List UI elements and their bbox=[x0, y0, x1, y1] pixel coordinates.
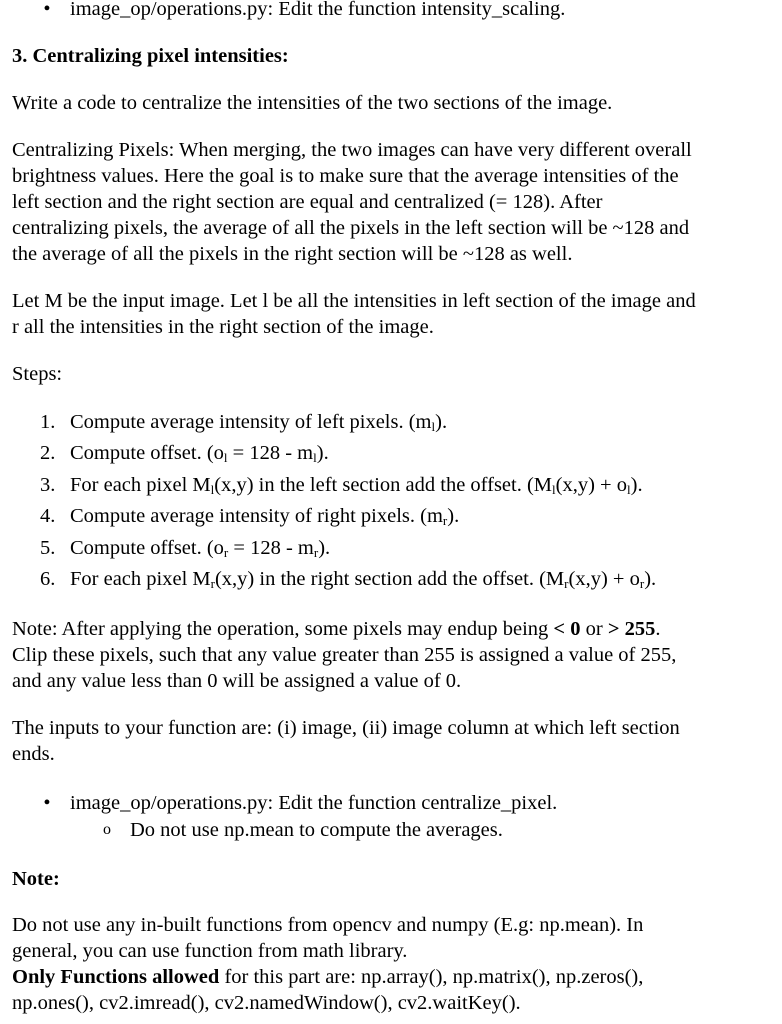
note-label: Note: bbox=[12, 868, 60, 890]
note-text: for this part are: np.array(), np.matrix(), np.zeros(), bbox=[219, 966, 644, 988]
step-text: For each pixel M bbox=[70, 568, 211, 590]
step-number: 2. bbox=[40, 442, 56, 464]
section-title: 3. Centralizing pixel intensities: bbox=[12, 45, 289, 67]
bullet-item bbox=[40, 0, 778, 22]
step-item bbox=[40, 566, 778, 592]
step-text: ). bbox=[447, 505, 460, 527]
paragraph-line: the average of all the pixels in the right section will be ~128 as well. bbox=[12, 243, 573, 265]
step-number: 5. bbox=[40, 537, 56, 559]
step-text: ). bbox=[316, 442, 329, 464]
note-text: . bbox=[655, 618, 661, 640]
subscript: l bbox=[431, 419, 436, 434]
hollow-circle-icon: o bbox=[103, 821, 111, 838]
step-item bbox=[40, 440, 778, 466]
step-text: = 128 - m bbox=[228, 537, 314, 559]
bullet-item bbox=[40, 790, 778, 816]
paragraph-line: brightness values. Here the goal is to make sure that the average intensities of the bbox=[12, 165, 679, 187]
paragraph-line: general, you can use function from math library. bbox=[12, 940, 408, 962]
paragraph-line: The inputs to your function are: (i) image, (ii) image column at which left section bbox=[12, 717, 680, 739]
intro-text: Write a code to centralize the intensities of the two sections of the image. bbox=[12, 92, 613, 114]
subscript: l bbox=[552, 482, 556, 497]
step-text: ). bbox=[630, 474, 643, 496]
paragraph-line bbox=[12, 616, 778, 642]
step-text: Compute offset. (o bbox=[70, 537, 224, 559]
paragraph-line: left section and the right section are equal and centralized (= 128). After bbox=[12, 191, 603, 213]
paragraph-line: ends. bbox=[12, 743, 55, 765]
subscript: l bbox=[223, 450, 228, 465]
step-number: 3. bbox=[40, 474, 56, 496]
step-text: Compute offset. (o bbox=[70, 442, 224, 464]
step-text: = 128 - m bbox=[227, 442, 314, 464]
steps-label: Steps: bbox=[12, 363, 63, 385]
subscript: l bbox=[627, 482, 631, 497]
step-text: ). bbox=[435, 411, 448, 433]
step-item bbox=[40, 503, 778, 529]
step-number: 4. bbox=[40, 505, 56, 527]
subscript: r bbox=[313, 545, 319, 560]
step-item bbox=[40, 535, 778, 561]
step-text: Compute average intensity of left pixels. (m bbox=[70, 411, 432, 433]
paragraph-line: Centralizing Pixels: When merging, the two images can have very different overall bbox=[12, 139, 692, 161]
bullet-text: image_op/operations.py: Edit the function centralize_pixel. bbox=[70, 792, 558, 814]
step-text: Compute average intensity of right pixels. (m bbox=[70, 505, 443, 527]
subscript: r bbox=[442, 513, 448, 528]
paragraph-line: Do not use any in-built functions from opencv and numpy (E.g: np.mean). In bbox=[12, 914, 644, 936]
subscript: l bbox=[313, 450, 317, 465]
note-bold-text: Only Functions allowed bbox=[12, 966, 220, 988]
note-text: Note: After applying the operation, some pixels may endup being bbox=[12, 618, 554, 640]
note-bold-value: < 0 bbox=[553, 618, 581, 640]
paragraph-line bbox=[12, 964, 778, 990]
sub-bullet-item bbox=[100, 817, 778, 843]
paragraph-line: and any value less than 0 will be assigned a value of 0. bbox=[12, 670, 462, 692]
subscript: l bbox=[210, 482, 215, 497]
step-text: ). bbox=[644, 568, 657, 590]
sub-bullet-text: Do not use np.mean to compute the averages. bbox=[130, 819, 503, 841]
step-text: (x,y) in the right section add the offset. (M bbox=[214, 568, 565, 590]
step-text: (x,y) + o bbox=[568, 568, 640, 590]
subscript: r bbox=[210, 576, 215, 591]
subscript: r bbox=[639, 576, 645, 591]
step-text: (x,y) in the left section add the offset. (M bbox=[214, 474, 553, 496]
step-item bbox=[40, 472, 778, 498]
step-number: 6. bbox=[40, 568, 56, 590]
step-number: 1. bbox=[40, 411, 56, 433]
bullet-icon: • bbox=[43, 0, 51, 20]
step-text: For each pixel M bbox=[70, 474, 211, 496]
paragraph-line: Clip these pixels, such that any value greater than 255 is assigned a value of 255, bbox=[12, 644, 677, 666]
bullet-icon: • bbox=[43, 792, 51, 814]
note-text: or bbox=[580, 618, 608, 640]
paragraph-line: r all the intensities in the right section of the image. bbox=[12, 316, 434, 338]
step-text: (x,y) + o bbox=[555, 474, 627, 496]
note-bold-value: > 255 bbox=[607, 618, 656, 640]
subscript: r bbox=[564, 576, 569, 591]
paragraph-line: centralizing pixels, the average of all the pixels in the left section will be ~128 and bbox=[12, 217, 690, 239]
paragraph-line: Let M be the input image. Let l be all the intensities in left section of the image and bbox=[12, 290, 696, 312]
step-item bbox=[40, 409, 778, 435]
subscript: r bbox=[223, 545, 229, 560]
paragraph-line: np.ones(), cv2.imread(), cv2.namedWindow(), cv2.waitKey(). bbox=[12, 992, 521, 1014]
bullet-text: image_op/operations.py: Edit the function intensity_scaling. bbox=[70, 0, 566, 20]
step-text: ). bbox=[318, 537, 331, 559]
